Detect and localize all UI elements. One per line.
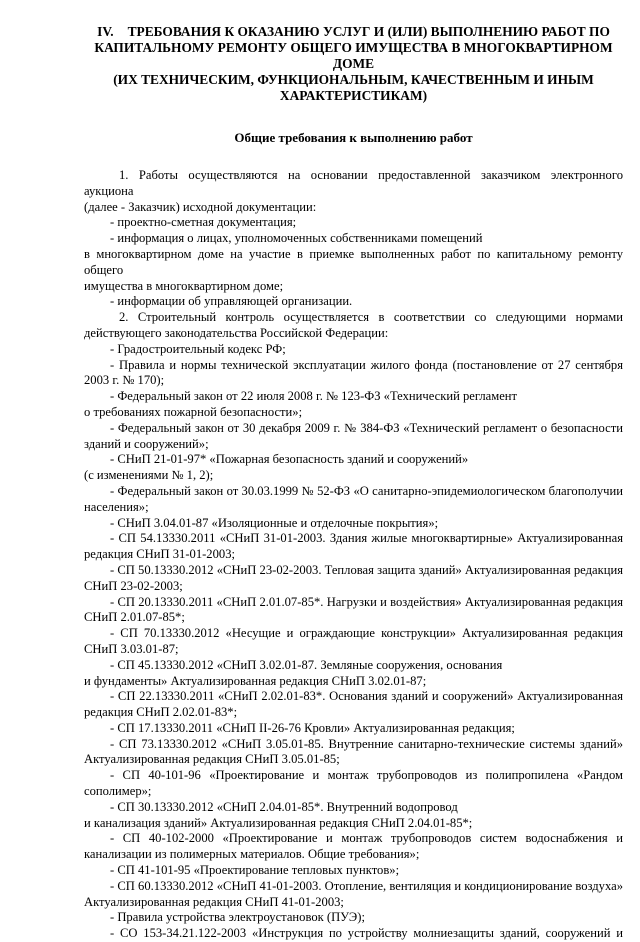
text-line: населения»; <box>84 499 149 514</box>
text-line: 1. Работы осуществляются на основании предоставленной заказчиком электронного аукциона <box>84 168 623 198</box>
text-line: - информации об управляющей организации. <box>110 294 353 309</box>
section-title-line-1 <box>84 24 623 40</box>
text-line: - Федеральный закон от 22 июля 2008 г. № 123-ФЗ «Технический регламент <box>110 389 518 404</box>
text-line: - СП 30.13330.2012 «СНиП 2.04.01-85*. Внутренний водопровод <box>110 799 458 814</box>
text-line: - Федеральный закон от 30.03.1999 № 52-ФЗ «О санитарно-эпидемиологическом благополучии <box>110 483 623 498</box>
text-line: имущества в многоквартирном доме; <box>84 278 284 293</box>
text-line: - СП 73.13330.2012 «СНиП 3.05.01-85. Внутренние санитарно-технические системы зданий» <box>110 736 623 751</box>
text-line: - СП 60.13330.2012 «СНиП 41-01-2003. Отопление, вентиляция и кондиционирование воздуха» <box>110 878 623 893</box>
section-title-line-3: (ИХ ТЕХНИЧЕСКИМ, ФУНКЦИОНАЛЬНЫМ, КАЧЕСТВЕННЫМ И ИНЫМ <box>113 72 594 87</box>
text-line: СНиП 3.03.01-87; <box>84 641 179 656</box>
text-line: - проектно-сметная документация; <box>110 215 297 230</box>
text-line: и фундаменты» Актуализированная редакция СНиП 3.02.01-87; <box>84 673 427 688</box>
text-line: - Градостроительный кодекс РФ; <box>110 341 286 356</box>
text-line: - СП 45.13330.2012 «СНиП 3.02.01-87. Земляные сооружения, основания <box>110 657 503 672</box>
text-line: Актуализированная редакция СНиП 3.05.01-85; <box>84 752 340 767</box>
subsection-heading: Общие требования к выполнению работ <box>234 130 473 145</box>
text-line: Актуализированная редакция СНиП 41-01-2003; <box>84 894 344 909</box>
section-title <box>84 24 623 104</box>
text-line: - СП 70.13330.2012 «Несущие и ограждающие конструкции» Актуализированная редакция <box>110 626 623 641</box>
text-line: СНиП 2.01.07-85*; <box>84 610 185 625</box>
text-line: - Федеральный закон от 30 декабря 2009 г. № 384-ФЗ «Технический регламент о безопасности <box>110 420 623 435</box>
text-line: - Правила и нормы технической эксплуатации жилого фонда (постановление от 27 сентября <box>110 357 623 372</box>
text-line: - СП 22.13330.2011 «СНиП 2.02.01-83*. Основания зданий и сооружений» Актуализированная <box>110 689 623 704</box>
text-line: редакция СНиП 31-01-2003; <box>84 547 235 562</box>
text-line: - СП 41-101-95 «Проектирование тепловых пунктов»; <box>110 863 400 878</box>
section-title-line-1-text: ТРЕБОВАНИЯ К ОКАЗАНИЮ УСЛУГ И (ИЛИ) ВЫПОЛНЕНИЮ РАБОТ ПО <box>127 24 610 39</box>
text-line: 2. Строительный контроль осуществляется в соответствии со следующими нормами <box>119 310 623 325</box>
text-line: (далее - Заказчик) исходной документации: <box>84 199 317 214</box>
text-line: в многоквартирном доме на участие в приемке выполненных работ по капитальному ремонту общего <box>84 246 623 277</box>
text-line: - СП 20.13330.2011 «СНиП 2.01.07-85*. Нагрузки и воздействия» Актуализированная редакция <box>110 594 623 609</box>
text-line: редакция СНиП 2.02.01-83*; <box>84 705 238 720</box>
text-line: СНиП 23-02-2003; <box>84 578 183 593</box>
text-line: - СП 40-102-2000 «Проектирование и монтаж трубопроводов систем водоснабжения и <box>110 831 623 846</box>
text-line: - СО 153-34.21.122-2003 «Инструкция по устройству молниезащиты зданий, сооружений и <box>110 926 623 941</box>
text-line: о требованиях пожарной безопасности»; <box>84 404 303 419</box>
text-line: - СП 50.13330.2012 «СНиП 23-02-2003. Тепловая защита зданий» Актуализированная редакция <box>110 562 623 577</box>
text-line: - СНиП 3.04.01-87 «Изоляционные и отделочные покрытия»; <box>110 515 439 530</box>
text-line: - Правила устройства электроустановок (ПУЭ); <box>110 910 365 925</box>
text-line: зданий и сооружений»; <box>84 436 209 451</box>
section-title-line-4: ХАРАКТЕРИСТИКАМ) <box>279 88 428 103</box>
text-line: сополимер»; <box>84 784 152 799</box>
text-line: - СНиП 21-01-97* «Пожарная безопасность зданий и сооружений» <box>110 452 469 467</box>
text-line: канализации из полимерных материалов. Общие требования»; <box>84 847 420 862</box>
text-line: действующего законодательства Российской Федерации: <box>84 325 389 340</box>
section-title-line-2: КАПИТАЛЬНОМУ РЕМОНТУ ОБЩЕГО ИМУЩЕСТВА В МНОГОКВАРТИРНОМ ДОМЕ <box>94 40 613 71</box>
text-line: - информация о лицах, уполномоченных собственниками помещений <box>110 231 483 246</box>
text-line: - СП 54.13330.2011 «СНиП 31-01-2003. Здания жилые многоквартирные» Актуализированная <box>110 531 623 546</box>
text-line: (с изменениями № 1, 2); <box>84 468 214 483</box>
text-line: 2003 г. № 170); <box>84 373 165 388</box>
document-body <box>84 168 623 942</box>
text-line: - СП 17.13330.2011 «СНиП II-26-76 Кровли» Актуализированная редакция; <box>110 720 515 735</box>
text-line: и канализация зданий» Актуализированная редакция СНиП 2.04.01-85*; <box>84 815 473 830</box>
text-line: - СП 40-101-96 «Проектирование и монтаж трубопроводов из полипропилена «Рандом <box>110 768 623 783</box>
section-numeral: IV. <box>97 24 114 39</box>
